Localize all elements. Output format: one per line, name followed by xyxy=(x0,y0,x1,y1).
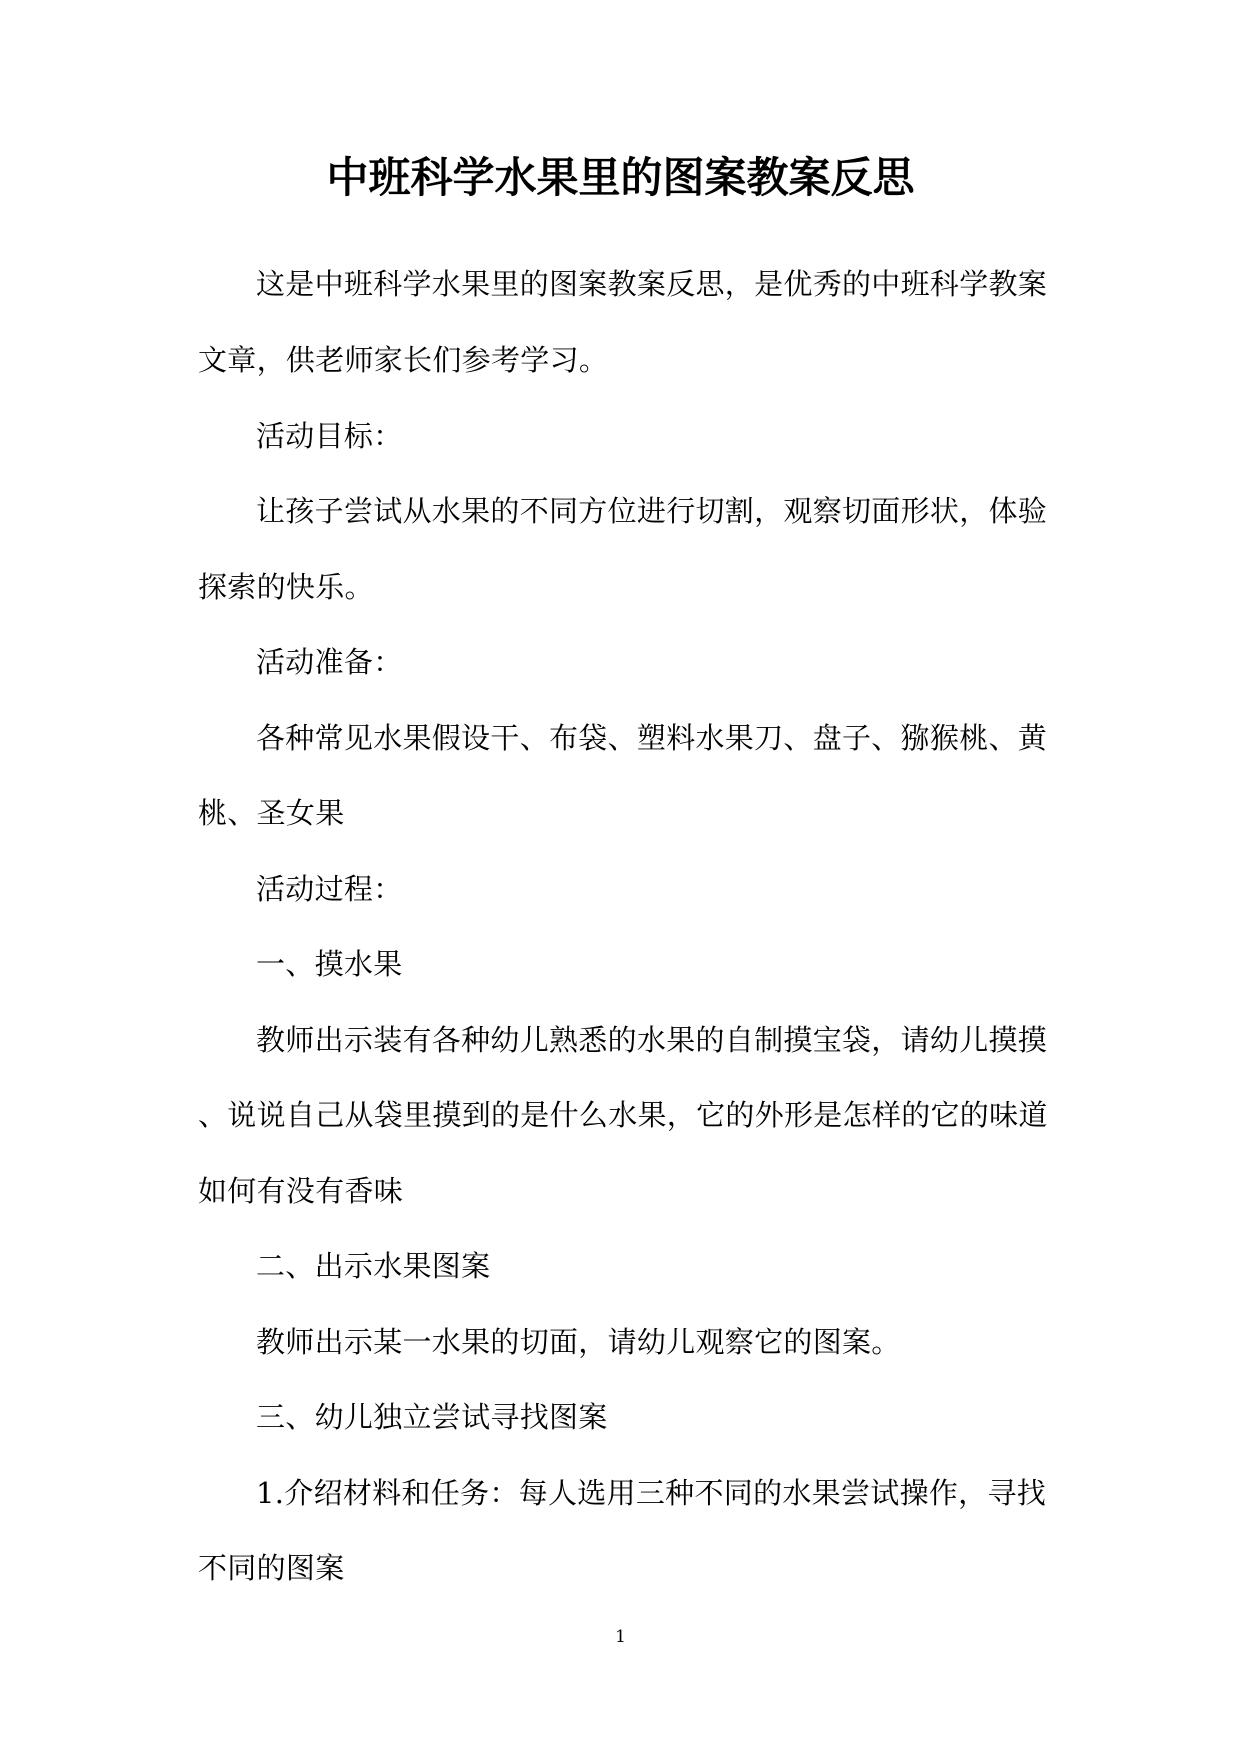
paragraph-step-one-line-1: 教师出示装有各种幼儿熟悉的水果的自制摸宝袋，请幼儿摸摸 xyxy=(256,1023,1048,1057)
heading-activity-goals: 活动目标： xyxy=(256,419,403,453)
document-title: 中班科学水果里的图案教案反思 xyxy=(326,153,915,202)
paragraph-intro-line-1: 这是中班科学水果里的图案教案反思，是优秀的中班科学教案 xyxy=(256,267,1048,301)
heading-step-three: 三、幼儿独立尝试寻找图案 xyxy=(256,1400,608,1434)
paragraph-step-one-line-3: 如何有没有香味 xyxy=(198,1174,404,1208)
paragraph-step-three-line-1: 1.介绍材料和任务：每人选用三种不同的水果尝试操作，寻找 xyxy=(256,1476,1047,1510)
paragraph-step-one-line-2: 、说说自己从袋里摸到的是什么水果，它的外形是怎样的它的味道 xyxy=(198,1098,1048,1132)
heading-step-one: 一、摸水果 xyxy=(256,947,403,981)
paragraph-step-three-line-2: 不同的图案 xyxy=(198,1551,345,1585)
paragraph-goals-line-1: 让孩子尝试从水果的不同方位进行切割，观察切面形状，体验 xyxy=(256,494,1048,528)
heading-step-two: 二、出示水果图案 xyxy=(256,1249,491,1283)
heading-activity-process: 活动过程： xyxy=(256,872,403,906)
paragraph-goals-line-2: 探索的快乐。 xyxy=(198,570,374,604)
page-number: 1 xyxy=(615,1627,626,1647)
heading-activity-preparation: 活动准备： xyxy=(256,645,403,679)
paragraph-preparation-line-2: 桃、圣女果 xyxy=(198,796,345,830)
paragraph-intro-line-2: 文章，供老师家长们参考学习。 xyxy=(198,343,609,377)
paragraph-preparation-line-1: 各种常见水果假设干、布袋、塑料水果刀、盘子、猕猴桃、黄 xyxy=(256,721,1048,755)
paragraph-step-two: 教师出示某一水果的切面，请幼儿观察它的图案。 xyxy=(256,1325,901,1359)
